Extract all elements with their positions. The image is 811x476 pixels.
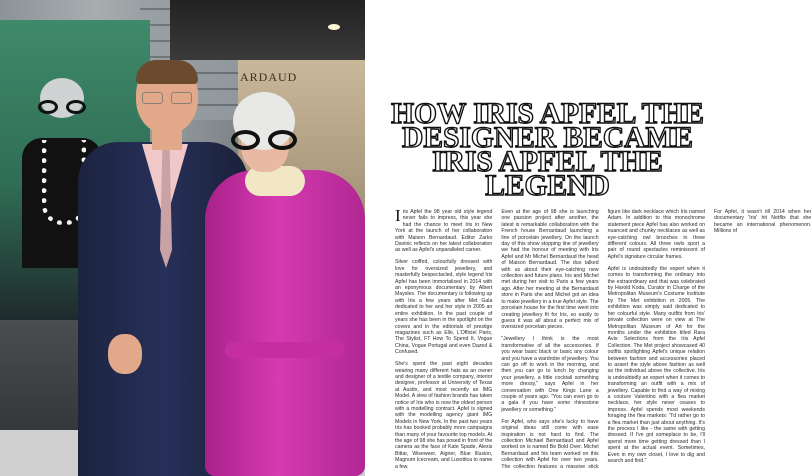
store-sign: ARDAUD <box>240 70 298 84</box>
text-page <box>365 0 811 476</box>
drop-cap: I <box>395 206 401 225</box>
article-body <box>395 206 811 471</box>
ceiling-light <box>328 24 340 30</box>
woman-figure <box>205 92 365 476</box>
man-glasses-icon <box>142 92 192 104</box>
paragraph: Iris Apfel the 98 year old style legend never fails to impress, this year she had the chance to meet Iris in New York at the launch of her collaboration with Maison Bernardaud. Editor Zarko Davinic reflects on her latest collaboration as well as Apfel's unparalleled career. <box>395 206 493 254</box>
paragraph: Apfel is undoubtedly the expert when it comes to transforming the ordinary into the extraordinary and that was celebrated by Harold Koda, Curator in Charge of the Metropolitan Museum's Costume Institute by The Met exhibition in 2005. The exhibition was simply said dedicated to her colourful style. Many outfits from Iris' private collection were on view at The Metropolitan Museum of Art for the months under the exhibition titled Rara Avis: Selections from the Iris Apfel Collection. The Met project showcased 40 outfits spotlighting Apfel's unique relation between fashion and accessories placed to assert the style above fashion as well as the individual above the collective. Iris is undoubtedly an expert when it comes to transforming an outfit with a mix of jewellery. Capable to find a way of mixing a couture Valentino with a flea market necklace, her style never ceases to impress. Apfel spends most weekends foraging the flea markets: "I'd rather go to a flea market than just about anything. It's the process I like - the same with getting dressed. If I've got someplace to be, I'll spend more time getting dressed than I spent at the actual event. Sometimes, Even in my own closet, I love to dig and search and find." <box>607 265 705 465</box>
cover-photo <box>0 0 365 476</box>
paragraph: For Apfel, it wasn't till 2014 when her documentary 'Iris' hit Netflix that she became an international phenomenon. Millions of <box>713 209 811 235</box>
round-glasses-icon <box>231 130 297 150</box>
paragraph: Even at the age of 98 she is launching one passion project after another, the latest is remarkable collaboration with the French house Bernardaud launching a line of porcelain jewellery. On the launch day of this show stopping line of jewellery we had the honour of meeting with Iris Apfel and Mr Michel Bernardaud the head of Maison Bernardaud. The duo talked with us about their eye-catching new collection and future plans. Iris and Michel met during her visit to Paris a few years ago. After her meeting at the Bernardaud store in Paris she and Michel got an idea to make jewellery in a true Apfel style. The porcelain house for the first time went into creating jewellery fit for Iris, so easily to guess it was all about a perfect mix of oversized porcelain pieces. <box>501 209 599 331</box>
paragraph: "Jewellery I think is the most transformative of all the accessories. If you wear basic black or basic any colour and you have a wardrobe of jewellery. You can go off to work in the morning, and then you can go to lunch by changing your jewellery, a little cocktail something more dressy," says Apfel in her conversation with One Kings Lane a couple of years ago. "You can even go to a gala if you have some rhinestone jewellery or something." <box>501 336 599 413</box>
paragraph: For Apfel, who says she's lucky to have original ideas still come with ease inspiration is not hard to find. The collection Michael Bernardaud and Apfel worked on is named Be Bold Over. Michel Bernardaud and his team worked on this collection with Apfel for over two years. The collection features a massive stick figure like dark necklace which Iris named Adam. In addition to this monochrome statement piece Apfel has also worked on nuanced and chunky necklaces as well as eye-catching owl brooches in three different colours. All three owls sport a pair of round spectacles reminiscent of Apfel's signature circular frames. <box>501 209 705 470</box>
paragraph: She's spent the past eight decades wearing many different hats as an owner and designer of a textile company, interior designer, professor at University of Texas at Austin, and most recently an IMG Model. A slew of fashion brands has taken notice of Iris who is now the oldest person with a modelling contract. Apfel is signed with the modelling agency giant IMG Models in New York. In the past two years Iris has booked probably more campaigns than many of your favourite top models. At the age of 98 she has posed in front of the camera as the face of Kate Spade, Alexis Bittar, Wiseweer, Aigner, Blue Illusion, Magnum Icecream, and Luxottica to name a few. <box>395 361 493 470</box>
article-headline: HOW IRIS APFEL THE DESIGNER BECAME IRIS APFEL THE LEGEND <box>391 98 704 202</box>
store-awning <box>170 0 365 60</box>
coat-belt <box>225 342 345 358</box>
pink-coat <box>205 170 365 476</box>
paragraph: Silver coiffed, colourfully dressed with love for oversized jewellery, and masterfully bespectacled, style legend Iris Apfel has been immortalised in 2014 with an eponymous documentary by Albert Maysles. The documentary is following up with Iris a few years after Met Gala dedicated to her and her style in 2005 an entire exhibition. In the past couple of years she has been in the spotlight on the covers and in the editorials of prestige magazines such as Elle, L'Officiel Paris, The Stylist, FT How To Spend It, Vogue China, Vogue Portugal and even Dazed & Confused. <box>395 259 493 356</box>
man-hair <box>136 60 198 84</box>
coat-collar <box>245 166 305 196</box>
man-hand <box>108 334 142 374</box>
